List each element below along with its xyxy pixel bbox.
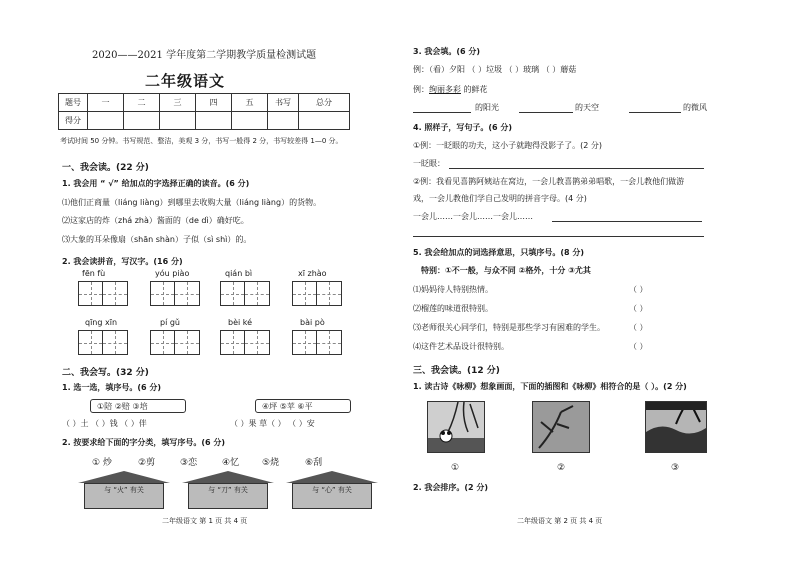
char-option: ②剪 xyxy=(138,458,156,468)
char-option: ① 炒 xyxy=(92,458,112,468)
subject-title: 二年级语文 xyxy=(145,72,226,90)
instructions: 考试时间 50 分钟。书写规范、整洁，美观 3 分，书写一般得 2 分，书写较差得 1—0 分。 xyxy=(60,137,343,145)
pinyin-label: qián bì xyxy=(225,269,253,278)
right-page xyxy=(397,0,794,561)
answer-paren[interactable]: （ ） xyxy=(629,304,648,313)
answer-line[interactable] xyxy=(552,221,702,222)
q2-1-title: 1. 选一选，填序号。(6 分) xyxy=(62,383,162,392)
score-header: 四 xyxy=(196,94,232,112)
pinyin-label: xī zhào xyxy=(298,269,327,278)
score-cell[interactable] xyxy=(124,112,160,130)
landscape-image xyxy=(646,402,706,452)
answer-paren[interactable]: （ ） xyxy=(629,342,648,351)
q4-title: 4. 照样子，写句子。(6 分) xyxy=(413,123,513,132)
score-cell[interactable] xyxy=(299,112,350,130)
q1-title: 1. 我会用 “ √” 给加点的字选择正确的读音。(6 分) xyxy=(62,179,250,188)
score-header: 二 xyxy=(124,94,160,112)
pinyin-label: pí gǔ xyxy=(160,318,180,327)
example-prefix: 例： xyxy=(413,85,429,94)
score-cell[interactable] xyxy=(196,112,232,130)
score-header: 三 xyxy=(160,94,196,112)
category-house[interactable] xyxy=(286,471,378,509)
pinyin-label: yóu piào xyxy=(155,269,190,278)
writing-grid[interactable] xyxy=(150,281,200,306)
char-option: ③恋 xyxy=(180,458,198,468)
pinyin-label: qīng xīn xyxy=(85,318,118,327)
house-roof xyxy=(182,471,274,483)
char-option: ④忆 xyxy=(222,458,240,468)
char-option: ⑥刮 xyxy=(305,458,323,468)
q3r-2-title: 2. 我会排序。(2 分) xyxy=(413,483,489,492)
q2-title: 2. 我会读拼音，写汉字。(16 分) xyxy=(62,257,183,266)
answer-line[interactable] xyxy=(519,112,573,113)
q5-options: 特别：①不一般，与众不同 ②格外，十分 ③尤其 xyxy=(421,266,591,275)
q4-2: ②例：我看见喜鹊阿姨站在窝边，一会儿教喜鹊弟弟唱歌，一会儿教他们做游 xyxy=(413,177,685,186)
writing-grid[interactable] xyxy=(78,330,128,355)
score-header: 一 xyxy=(88,94,124,112)
pic-label: ② xyxy=(557,463,566,473)
char-option: ⑤烧 xyxy=(262,458,280,468)
pinyin-label: fēn fù xyxy=(82,269,106,278)
q4-1-prefix: 一眨眼： xyxy=(413,159,445,168)
illustration-2[interactable] xyxy=(532,401,590,453)
q3-example xyxy=(413,84,488,95)
pic-label: ③ xyxy=(671,463,680,473)
answer-paren[interactable]: （ ） xyxy=(629,323,648,332)
score-cell[interactable] xyxy=(232,112,268,130)
example-suffix: 的鲜花 xyxy=(461,85,488,94)
q1-line: ⑴他们正商量（liáng liàng）到哪里去收购大量（liáng liàng）的货物。 xyxy=(62,198,322,207)
section-1-title: 一、我会读。(22 分) xyxy=(62,163,149,173)
pic-label: ① xyxy=(451,463,460,473)
answer-paren[interactable]: （ ） xyxy=(629,285,648,294)
house-label: 与 “心” 有关 xyxy=(292,483,372,509)
q1-line: ⑶大象的耳朵像扇（shān shàn）子似（sì shì）的。 xyxy=(62,235,252,244)
category-house[interactable] xyxy=(78,471,170,509)
q5-line: ⑴妈妈待人特别热情。 xyxy=(413,285,493,294)
score-header: 书写 xyxy=(268,94,299,112)
q1-line: ⑵这家店的炸（zhá zhà）酱面的（de dì）确好吃。 xyxy=(62,216,249,225)
answer-line[interactable] xyxy=(413,112,471,113)
writing-grid[interactable] xyxy=(292,281,342,306)
q2-2-title: 2. 按要求给下面的字分类，填写序号。(6 分) xyxy=(62,438,226,447)
score-header: 五 xyxy=(232,94,268,112)
score-cell[interactable] xyxy=(268,112,299,130)
q3-line[interactable]: 例：（看）夕阳 （ ）垃圾 （ ）玻璃 （ ）蘑菇 xyxy=(413,65,577,74)
q3r-1-title: 1. 读古诗《咏柳》想象画面，下面的插图和《咏柳》相符合的是（ ）。(2 分) xyxy=(413,382,687,391)
writing-grid[interactable] xyxy=(150,330,200,355)
writing-grid[interactable] xyxy=(78,281,128,306)
writing-grid[interactable] xyxy=(220,330,270,355)
q3-title: 3. 我会填。(6 分) xyxy=(413,47,481,56)
fill-row[interactable]: （ ）果 草（ ） （ ）安 xyxy=(230,419,315,428)
score-cell[interactable] xyxy=(88,112,124,130)
answer-line[interactable] xyxy=(413,236,704,237)
exam-title: 2020——2021 学年度第二学期教学质量检测试题 xyxy=(92,50,317,61)
q4-2-cont: 戏，一会儿教他们学自己发明的拼音字母。(4 分) xyxy=(413,194,587,203)
house-label: 与 “刀” 有关 xyxy=(188,483,268,509)
q5-line: ⑶老师很关心同学们，特别是那些学习有困难的学生。 xyxy=(413,323,605,332)
q4-2-prefix: 一会儿……一会儿……一会儿…… xyxy=(413,212,533,221)
answer-line[interactable] xyxy=(449,168,704,169)
score-header: 题号 xyxy=(59,94,88,112)
illustration-3[interactable] xyxy=(645,401,707,453)
pinyin-label: bài pò xyxy=(300,318,325,327)
willow-panda-image xyxy=(428,402,484,452)
page-footer: 二年级语文 第 2 页 共 4 页 xyxy=(517,517,603,525)
branch-image xyxy=(533,402,589,452)
category-house[interactable] xyxy=(182,471,274,509)
writing-grid[interactable] xyxy=(220,281,270,306)
score-table xyxy=(58,93,350,130)
answer-line[interactable] xyxy=(629,112,681,113)
q3-blank-label: 的微风 xyxy=(683,103,707,112)
q3-blank-label: 的阳光 xyxy=(475,103,499,112)
example-underlined: 绚丽多彩 xyxy=(429,85,461,94)
section-3-title: 三、我会读。(12 分) xyxy=(413,366,500,376)
option-box: ①陪 ②赔 ③培 xyxy=(90,399,186,413)
option-box: ④坪 ⑤苹 ⑥平 xyxy=(255,399,351,413)
q3-blank-label: 的天空 xyxy=(575,103,599,112)
q5-title: 5. 我会给加点的词选择意思，只填序号。(8 分) xyxy=(413,248,585,257)
fill-row[interactable]: （ ）土 （ ）钱 （ ）伴 xyxy=(62,419,147,428)
q4-1: ①例：一眨眼的功夫，这小子就跑得没影子了。(2 分) xyxy=(413,141,603,150)
q5-line: ⑷这件艺术品设计很特别。 xyxy=(413,342,509,351)
house-label: 与 “火” 有关 xyxy=(84,483,164,509)
score-header: 总分 xyxy=(299,94,350,112)
pinyin-label: bèi ké xyxy=(228,318,253,327)
score-cell[interactable] xyxy=(160,112,196,130)
illustration-1[interactable] xyxy=(427,401,485,453)
house-roof xyxy=(286,471,378,483)
section-2-title: 二、我会写。(32 分) xyxy=(62,368,149,378)
writing-grid[interactable] xyxy=(292,330,342,355)
score-row-label: 得分 xyxy=(59,112,88,130)
page-footer: 二年级语文 第 1 页 共 4 页 xyxy=(162,517,248,525)
q5-line: ⑵榴莲的味道很特别。 xyxy=(413,304,493,313)
house-roof xyxy=(78,471,170,483)
